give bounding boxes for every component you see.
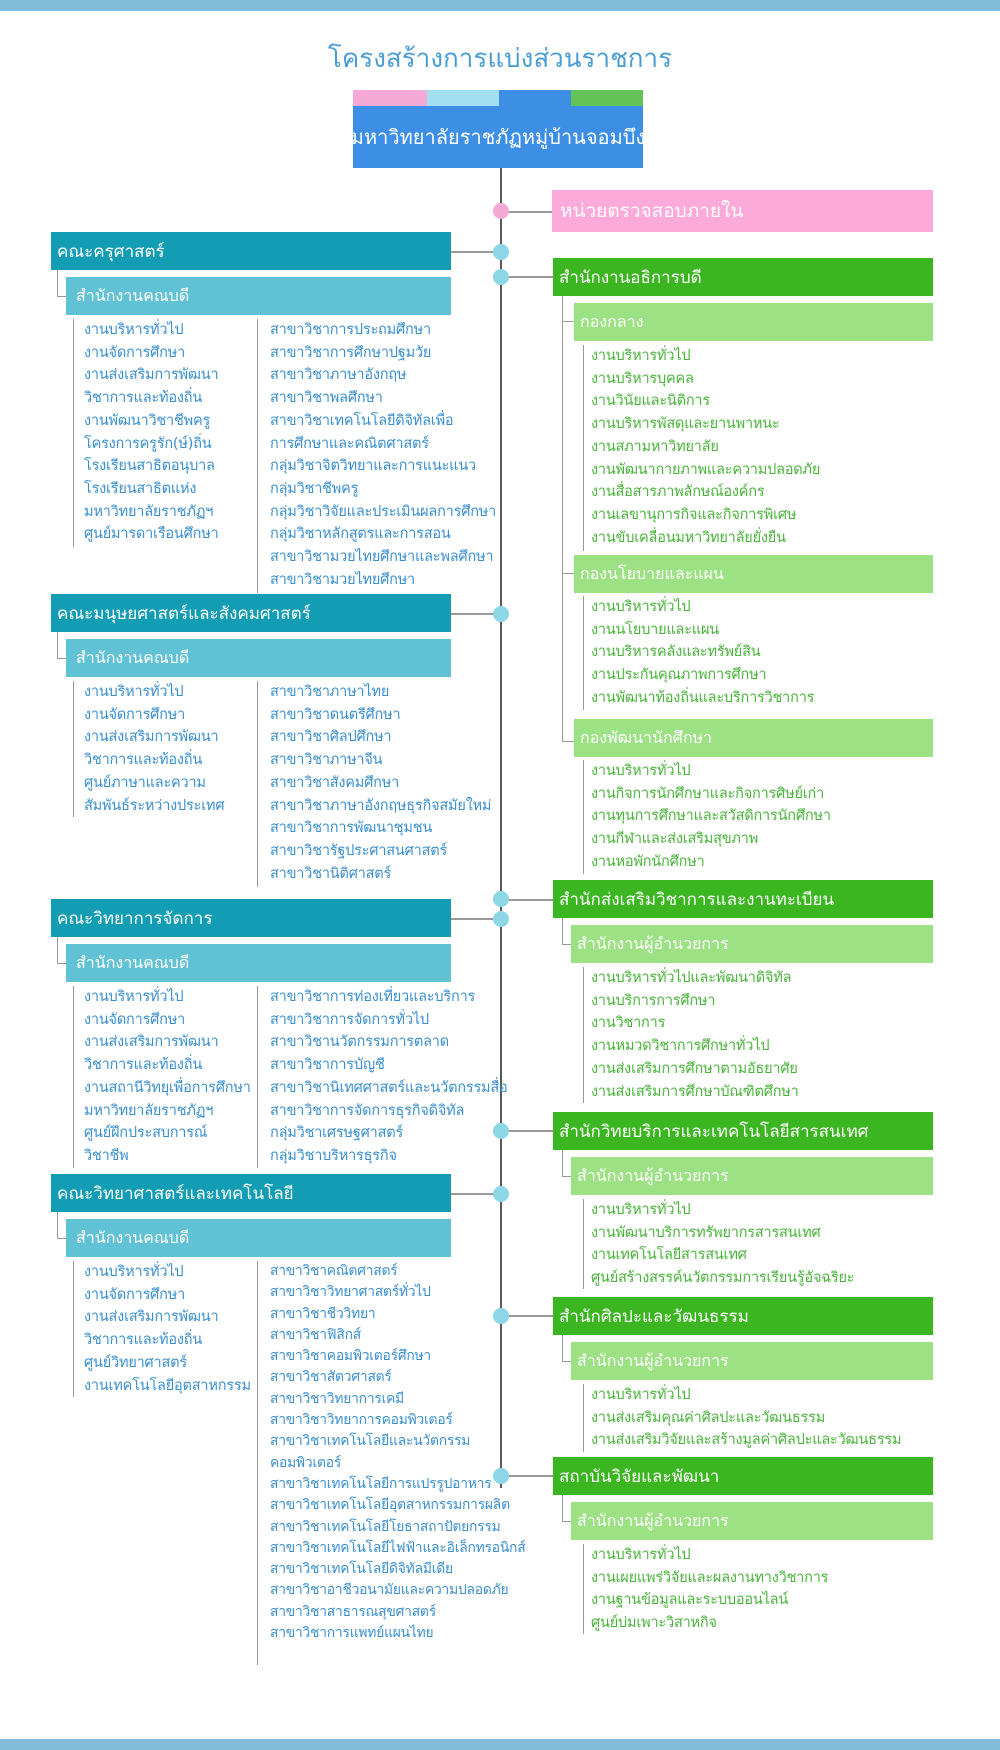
bottom-bar [0,1739,1000,1750]
list-item: สาขาวิชานิติศาสตร์ [270,865,392,882]
office-academic-sub: สำนักงานผู้อำนวยการ [571,925,933,963]
list-item: งานส่งเสริมการพัฒนา [84,367,219,384]
list-item: งานบริหารทั่วไป [591,1202,691,1218]
list-item: สาขาวิชาศิลปศึกษา [270,729,392,746]
list-item: งานบริหารพัสดุและยานพาหนะ [591,416,780,433]
list-item: งานบริหารทั่วไปและพัฒนาดิจิทัล [591,970,792,986]
list-item: ศูนย์มารดาเรือนศึกษา [84,526,219,543]
list-item: สาขาวิชารัฐประศาสนศาสตร์ [270,842,448,859]
list-item: สาขาวิชาเทคโนโลยีการแปรรูปอาหาร [270,1475,492,1492]
office-arts-items [583,1384,901,1452]
office-president-header: สำนักงานอธิการบดี [553,258,933,296]
list-item: สาขาวิชานวัตกรรมการตลาด [270,1034,449,1051]
faculty-science-programs [257,1261,525,1665]
division-student-header: กองพัฒนานักศึกษา [574,719,933,757]
list-item: สาขาวิชาการศึกษาปฐมวัย [270,344,432,361]
division-policy-items [583,596,814,710]
list-item: ศูนย์ภาษาและความ [84,774,206,791]
bracket [57,937,66,964]
university-box: มหาวิทยาลัยราชภัฏหมู่บ้านจอมบึง [353,106,643,168]
office-research-sub: สำนักงานผู้อำนวยการ [571,1502,933,1540]
bracket [562,741,574,742]
bracket [562,918,571,945]
list-item: วิชาการและท้องถิ่น [84,752,203,769]
list-item: สาขาวิชาสังคมศึกษา [270,774,400,791]
color-strip-green [571,90,643,106]
list-item: สาขาวิชาสาธารณสุขศาสตร์ [270,1603,436,1620]
list-item: งานกิจการนักศึกษาและกิจการศิษย์เก่า [591,785,825,802]
list-item: วิชาการและท้องถิ่น [84,1057,203,1074]
office-arts-header: สำนักศิลปะและวัฒนธรรม [553,1297,933,1335]
list-item: กลุ่มวิชาเศรษฐศาสตร์ [270,1125,404,1142]
faculty-science-header: คณะวิทยาศาสตร์และเทคโนโลยี [51,1174,451,1212]
faculty-education-programs [257,319,496,593]
list-item: งานพัฒนาบริการทรัพยากรสารสนเทศ [591,1224,821,1241]
list-item: วิชาการและท้องถิ่น [84,1332,203,1349]
office-academic-header: สำนักส่งเสริมวิชาการและงานทะเบียน [553,880,933,918]
list-item: งานหอพักนักศึกษา [591,853,705,870]
division-central-items [583,345,820,551]
list-item: โรงเรียนสาธิตอนุบาล [84,458,215,475]
list-item: กลุ่มวิชาหลักสูตรและการสอน [270,526,451,543]
node-dot-faculty [493,911,509,927]
list-item: สาขาวิชาการท่องเที่ยวและบริการ [270,989,476,1005]
list-item: ศูนย์สร้างสรรค์นวัตกรรมการเรียนรู้อัจฉริยะ [591,1270,855,1287]
list-item: สาขาวิชาสัตวศาสตร์ [270,1369,392,1386]
faculty-humanities-header: คณะมนุษยศาสตร์และสังคมศาสตร์ [51,594,451,632]
list-item: สัมพันธ์ระหว่างประเทศ [84,797,225,814]
list-item: งานขับเคลื่อนมหาวิทยาลัยยั่งยืน [591,529,786,546]
list-item: งานส่งเสริมการพัฒนา [84,729,219,746]
top-bar [0,0,1000,11]
page-title: โครงสร้างการแบ่งส่วนราชการ [327,44,673,74]
bracket [562,1150,571,1177]
office-library-it-header: สำนักวิทยบริการและเทคโนโลยีสารสนเทศ [553,1112,933,1150]
node-dot-faculty [493,244,509,260]
list-item: กลุ่มวิชาชีพครู [270,480,359,497]
list-item: งานจัดการศึกษา [84,1011,186,1028]
list-item: สาขาวิชาการจัดการธุรกิจดิจิทัล [270,1102,465,1119]
list-item: สาขาวิชาเทคโนโลยีไฟฟ้าและอิเล็กทรอนิกส์ [270,1539,526,1556]
list-item: งานบริหารทั่วไป [84,684,184,700]
bracket [562,321,574,322]
color-strip-blue [499,90,571,106]
node-dot-office [493,1123,509,1139]
list-item: งานส่งเสริมการศึกษาตามอัธยาศัย [591,1060,798,1077]
list-item: สาขาวิชาเทคโนโลยีดิจิทัลเพื่อ [270,412,454,429]
list-item: งานเผยแพร่วิจัยและผลงานทางวิชาการ [591,1569,829,1586]
list-item: กลุ่มวิชาจิตวิทยาและการแนะแนว [270,458,476,475]
bracket [57,632,66,659]
list-item: งานส่งเสริมการพัฒนา [84,1034,219,1051]
list-item: งานบริหารทั่วไป [84,1264,184,1280]
list-item: งานหมวดวิชาการศึกษาทั่วไป [591,1038,770,1055]
list-item: งานบริหารทั่วไป [591,1387,691,1403]
list-item: การศึกษาและคณิตศาสตร์ [270,435,429,452]
list-item: สาขาวิชาการจัดการทั่วไป [270,1011,429,1028]
office-research-header: สถาบันวิจัยและพัฒนา [553,1457,933,1495]
list-item: สาขาวิชาคณิตศาสตร์ [270,1263,398,1279]
list-item: สาขาวิชาฟิสิกส์ [270,1326,361,1343]
faculty-humanities-programs [257,681,491,887]
node-dot-office [493,1468,509,1484]
node-dot-audit [493,203,509,219]
list-item: งานบริหารทั่วไป [84,322,184,338]
office-library-it-items [583,1199,854,1289]
list-item: งานวิชาการ [591,1015,666,1032]
list-item: งานบริหารทั่วไป [84,989,184,1005]
list-item: สาขาวิชาคอมพิวเตอร์ศึกษา [270,1348,431,1365]
list-item: งานบริหารทั่วไป [591,348,691,364]
faculty-science-works [73,1261,251,1397]
list-item: งานจัดการศึกษา [84,706,186,723]
list-item: สาขาวิชาภาษาไทย [270,684,390,700]
list-item: งานเลขานุการกิจและกิจการพิเศษ [591,506,797,523]
list-item: สาขาวิชาการบัญชี [270,1057,385,1074]
list-item: สาขาวิชาการแพทย์แผนไทย [270,1625,434,1642]
list-item: สาขาวิชาการประถมศึกษา [270,322,431,338]
list-item: กลุ่มวิชาวิจัยและประเมินผลการศึกษา [270,503,497,520]
faculty-humanities-office: สำนักงานคณบดี [66,639,451,677]
office-research-items [583,1544,828,1634]
list-item: งานสื่อสารภาพลักษณ์องค์กร [591,484,765,501]
list-item: งานบริหารทั่วไป [591,599,691,615]
list-item: สาขาวิชาภาษาจีน [270,752,383,769]
list-item: มหาวิทยาลัยราชภัฏฯ [84,1102,214,1119]
list-item: สาขาวิชาเทคโนโลยีและนวัตกรรม [270,1433,471,1450]
list-item: งานพัฒนาท้องถิ่นและบริการวิชาการ [591,689,815,706]
faculty-management-header: คณะวิทยาการจัดการ [51,899,451,937]
list-item: งานฐานข้อมูลและระบบออนไลน์ [591,1592,789,1609]
list-item: งานส่งเสริมการศึกษาบัณฑิตศึกษา [591,1083,799,1100]
list-item: สาขาวิชาชีววิทยา [270,1305,376,1322]
color-strip-pink [353,90,427,106]
faculty-education-office: สำนักงานคณบดี [66,277,451,315]
list-item: งานบริการการศึกษา [591,992,716,1009]
list-item: งานสถานีวิทยุเพื่อการศึกษา [84,1079,251,1096]
faculty-science-office: สำนักงานคณบดี [66,1219,451,1257]
node-dot-office [493,269,509,285]
list-item: โครงการครูรัก(ษ์)ถิ่น [84,435,212,452]
list-item: สาขาวิชาภาษาอังกฤษ [270,367,407,384]
list-item: งานจัดการศึกษา [84,1286,186,1303]
faculty-management-works [73,986,251,1168]
division-student-items [583,760,831,874]
office-arts-sub: สำนักงานผู้อำนวยการ [571,1342,933,1380]
node-dot-office [493,891,509,907]
list-item: งานบริหารทั่วไป [591,1547,691,1563]
office-academic-items [583,967,799,1103]
list-item: ศูนย์วิทยาศาสตร์ [84,1354,187,1371]
list-item: งานส่งเสริมวิจัยและสร้างมูลค่าศิลปะและวัฒนธรรม [591,1432,902,1449]
list-item: สาขาวิชานิเทศศาสตร์และนวัตกรรมสื่อ [270,1079,508,1096]
node-dot-faculty [493,606,509,622]
list-item: สาขาวิชาวิทยาการเคมี [270,1390,405,1407]
list-item: งานกีฬาและส่งเสริมสุขภาพ [591,831,759,848]
list-item: สาขาวิชาวิทยาการคอมพิวเตอร์ [270,1412,453,1429]
list-item: งานนโยบายและแผน [591,621,719,638]
bracket [562,1335,571,1362]
office-library-it-sub: สำนักงานผู้อำนวยการ [571,1157,933,1195]
list-item: สาขาวิชาอาชีวอนามัยและความปลอดภัย [270,1582,509,1599]
list-item: สาขาวิชาเทคโนโลยีโยธาสถาปัตยกรรม [270,1518,501,1535]
list-item: วิชาชีพ [84,1147,129,1164]
division-central-header: กองกลาง [574,303,933,341]
list-item: งานส่งเสริมการพัฒนา [84,1309,219,1326]
list-item: งานวินัยและนิติการ [591,393,710,410]
bracket [57,270,66,297]
bracket [57,1212,66,1239]
division-policy-header: กองนโยบายและแผน [574,555,933,593]
node-dot-faculty [493,1186,509,1202]
bracket [562,573,574,574]
list-item: วิชาการและท้องถิ่น [84,390,203,407]
color-strip-cyan [427,90,499,106]
list-item: ศูนย์บ่มเพาะวิสาหกิจ [591,1615,717,1632]
list-item: งานเทคโนโลยีสารสนเทศ [591,1247,747,1264]
bracket [562,296,563,742]
list-item: สาขาวิชาภาษาอังกฤษธุรกิจสมัยใหม่ [270,797,492,814]
list-item: สาขาวิชาเทคโนโลยีอุตสาหกรรมการผลิต [270,1497,510,1514]
list-item: งานสภามหาวิทยาลัย [591,438,719,455]
node-dot-office [493,1308,509,1324]
list-item: งานบริหารบุคคล [591,370,694,387]
list-item: สาขาวิชาพลศึกษา [270,390,383,407]
list-item: สาขาวิชามวยไทยศึกษา [270,571,415,588]
faculty-education-works [73,319,219,547]
list-item: งานบริหารคลังและทรัพย์สิน [591,644,761,661]
list-item: สาขาวิชามวยไทยศึกษาและพลศึกษา [270,549,494,566]
list-item: งานจัดการศึกษา [84,344,186,361]
list-item: งานเทคโนโลยีอุตสาหกรรม [84,1377,251,1394]
list-item: คอมพิวเตอร์ [270,1454,342,1471]
audit-unit-box: หน่วยตรวจสอบภายใน [552,190,933,232]
list-item: สาขาวิชาดนตรีศึกษา [270,706,401,723]
list-item: สาขาวิชาการพัฒนาชุมชน [270,820,433,837]
list-item: โรงเรียนสาธิตแห่ง [84,480,197,497]
list-item: ศูนย์ฝึกประสบการณ์ [84,1125,208,1142]
list-item: งานส่งเสริมคุณค่าศิลปะและวัฒนธรรม [591,1409,826,1426]
faculty-education-header: คณะครุศาสตร์ [51,232,451,270]
list-item: งานประกันคุณภาพการศึกษา [591,667,767,684]
list-item: มหาวิทยาลัยราชภัฏฯ [84,503,214,520]
faculty-management-programs [257,986,508,1168]
list-item: งานทุนการศึกษาและสวัสดิการนักศึกษา [591,808,831,825]
list-item: สาขาวิชาวิทยาศาสตร์ทั่วไป [270,1284,431,1301]
faculty-management-office: สำนักงานคณบดี [66,944,451,982]
faculty-humanities-works [73,681,224,817]
list-item: กลุ่มวิชาบริหารธุรกิจ [270,1147,397,1164]
list-item: สาขาวิชาเทคโนโลยีดิจิทัลมีเดีย [270,1561,453,1578]
bracket [562,1495,571,1522]
list-item: งานพัฒนากายภาพและความปลอดภัย [591,461,821,478]
list-item: งานพัฒนาวิชาชีพครู [84,412,211,429]
list-item: งานบริหารทั่วไป [591,763,691,779]
